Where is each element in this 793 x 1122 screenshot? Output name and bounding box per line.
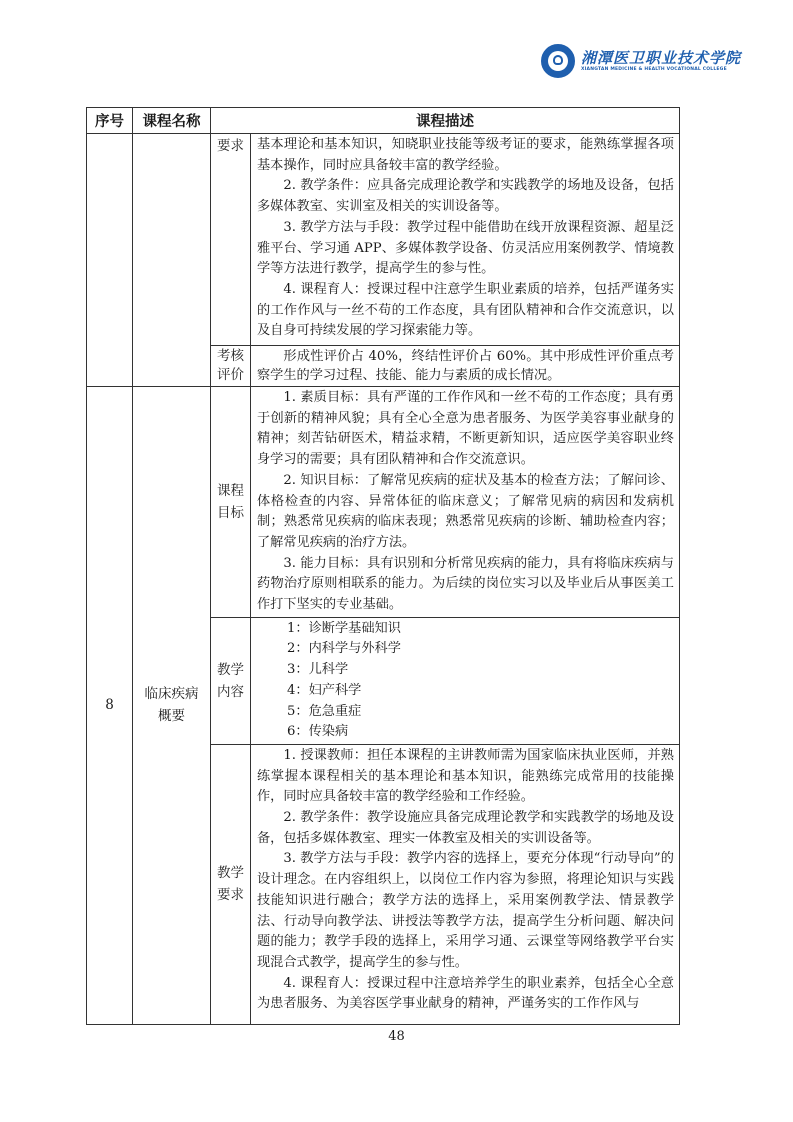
- college-name-en: XIANGTAN MEDICINE & HEALTH VOCATIONAL COLLEGE: [581, 67, 727, 72]
- requirements-para-3: 4. 课程育人：授课过程中注意学生职业素质的培养，包括严谨务实的工作作风与一丝不苟的工作态度，具有团队精神和合作交流意识，以及自身可持续发展的学习探索能力等。: [257, 281, 674, 339]
- page-number: 48: [388, 1029, 405, 1044]
- assessment-label: [211, 346, 251, 387]
- content-item: 2：内科学与外科学: [287, 641, 401, 657]
- assessment-desc: [251, 346, 680, 387]
- content-label: 教学内容: [217, 661, 244, 700]
- objectives-label: 课程目标: [217, 482, 244, 521]
- content-item: 5：危急重症: [287, 703, 362, 719]
- header-no: 序号: [87, 108, 133, 134]
- course-name: 临床疾病概要: [144, 686, 199, 725]
- requirements-para-0: 基本理论和基本知识，知晓职业技能等级考证的要求，能熟练掌握各项基本操作，同时应具备较丰富的教学经验。: [257, 137, 674, 173]
- continued-no-cell: [87, 134, 133, 387]
- requirements-para-1: 2. 教学条件：应具备完成理论教学和实践教学的场地及设备，包括多媒体教室、实训室及相关的实训设备等。: [257, 178, 674, 215]
- teaching-label: 教学要求: [217, 865, 244, 904]
- objectives-desc: [251, 387, 680, 618]
- objective-0: 1. 素质目标：具有严谨的工作作风和一丝不苟的工作态度；具有勇于创新的精神风貌；具有全心全意为患者服务、为医学美容事业献身的精神；刻苦钻研医术，精益求精，不断更新知识，适应医学美容职业终身学习的需要；具有团队精神和合作交流意识。: [257, 390, 674, 468]
- continued-name-cell: [133, 134, 211, 387]
- content-item: 3：儿科学: [287, 662, 349, 678]
- college-emblem-icon: [541, 44, 575, 78]
- objective-1: 2. 知识目标：了解常见疾病的症状及基本的检查方法；了解问诊、体格检查的内容、异常体征的临床意义；了解常见病的病因和发病机制；熟悉常见疾病的临床表现；熟悉常见疾病的诊断、辅助检查内容；了解常见疾病的治疗方法。: [257, 472, 674, 550]
- teaching-para-3: 4. 课程育人：授课过程中注意培养学生的职业素养，包括全心全意为患者服务、为美容医学事业献身的精神，严谨务实的工作作风与: [257, 975, 674, 1012]
- teaching-para-0: 1. 授课教师：担任本课程的主讲教师需为国家临床执业医师，并熟练掌握本课程相关的基本理论和基本知识，能熟练完成常用的技能操作，同时应具备较丰富的教学经验和工作经验。: [257, 747, 674, 805]
- table-row-continued-requirements: [87, 134, 680, 346]
- table-header-row: [87, 108, 680, 134]
- teaching-desc: [251, 744, 680, 1024]
- objective-2: 3. 能力目标：具有识别和分析常见疾病的能力，具有将临床疾病与药物治疗原则相联系的能力。为后续的岗位实习以及毕业后从事医美工作打下坚实的专业基础。: [257, 555, 674, 613]
- teaching-label-cell: [211, 744, 251, 1024]
- content-label-cell: [211, 617, 251, 744]
- course-name-cell: [133, 387, 211, 1025]
- content-item: 4：妇产科学: [287, 682, 362, 698]
- requirements-para-2: 3. 教学方法与手段：教学过程中能借助在线开放课程资源、超星泛雅平台、学习通 APP、多媒体教学设备、仿灵活应用案例教学、情境教学等方法进行教学，提高学生的参与性。: [257, 219, 674, 277]
- assessment-label-text: 考核评价: [217, 348, 244, 383]
- content-desc: [251, 617, 680, 744]
- table-row-course-8-objectives: [87, 387, 680, 618]
- assessment-text: 形成性评价占 40%，终结性评价占 60%。其中形成性评价重点考察学生的学习过程、技能、能力与素质的成长情况。: [257, 349, 674, 383]
- teaching-para-1: 2. 教学条件：教学设施应具备完成理论教学和实践教学的场地及设备，包括多媒体教室、理实一体教室及相关的实训设备等。: [257, 810, 674, 846]
- course-no: 8: [87, 387, 133, 1025]
- college-logo: [541, 44, 741, 78]
- header-course-name: 课程名称: [133, 108, 211, 134]
- requirements-desc: [251, 134, 680, 346]
- teaching-para-2: 3. 教学方法与手段：教学内容的选择上，要充分体现“行动导向”的设计理念。在内容组织上，以岗位工作内容为参照，将理论知识与实践技能知识进行融合；教学方法的选择上，采用案例教学法、情景教学法、行动导向教学法、讲授法等教学方法，提高学生分析问题、解决问题的能力；教学手段的选择上，采用学习通、云课堂等网络教学平台实现混合式教学，提高学生的参与性。: [257, 851, 674, 970]
- course-table: [86, 107, 680, 1025]
- college-name-cn: 湘潭医卫职业技术学院: [581, 49, 742, 67]
- objectives-label-cell: [211, 387, 251, 618]
- header-course-desc: 课程描述: [211, 108, 680, 134]
- requirements-label: 要求: [211, 134, 251, 346]
- content-item: 6：传染病: [287, 724, 349, 740]
- content-item: 1：诊断学基础知识: [287, 620, 401, 636]
